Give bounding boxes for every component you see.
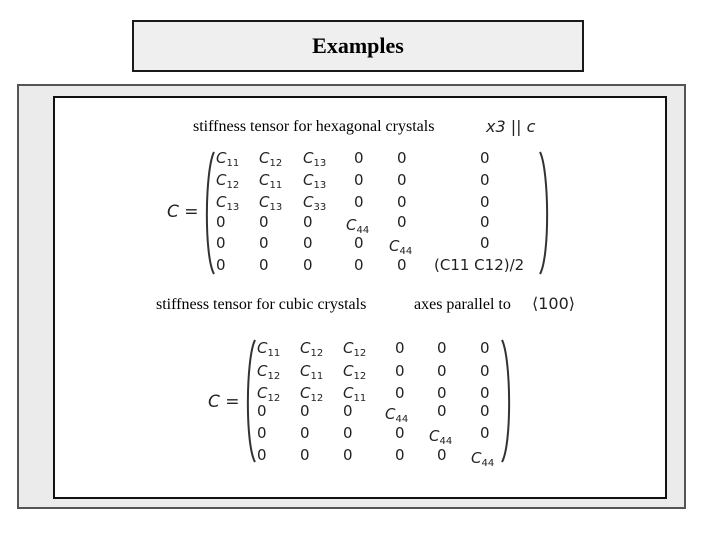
- cubic-cell-r4c2: 0: [300, 402, 310, 420]
- cubic-cell-r4c4: $C_{44}$: [385, 405, 409, 425]
- cubic-cell-r3c4: 0: [395, 384, 405, 402]
- hexagonal-right-paren: [538, 150, 552, 276]
- cubic-cell-r6c6: $C_{44}$: [471, 449, 495, 469]
- cubic-cell-r6c1: 0: [257, 446, 267, 464]
- cubic-cell-r3c6: 0: [480, 384, 490, 402]
- hexagonal-cell-r5c3: 0: [303, 234, 313, 252]
- cubic-cell-r5c3: 0: [343, 424, 353, 442]
- hexagonal-caption: stiffness tensor for hexagonal crystals: [193, 118, 435, 135]
- hexagonal-cell-r4c1: 0: [216, 213, 226, 231]
- cubic-cell-r6c4: 0: [395, 446, 405, 464]
- hexagonal-matrix-lhs: C =: [167, 202, 199, 222]
- hexagonal-cell-r3c6: 0: [480, 193, 490, 211]
- cubic-axes-direction: ⟨100⟩: [532, 294, 576, 313]
- hexagonal-cell-r1c6: 0: [480, 149, 490, 167]
- cubic-cell-r2c3: $C_{12}$: [343, 362, 367, 382]
- hexagonal-cell-r6c3: 0: [303, 256, 313, 274]
- cubic-cell-r4c6: 0: [480, 402, 490, 420]
- cubic-cell-r2c6: 0: [480, 362, 490, 380]
- cubic-left-paren: [243, 338, 257, 464]
- hexagonal-cell-r3c5: 0: [397, 193, 407, 211]
- hexagonal-cell-r2c6: 0: [480, 171, 490, 189]
- cubic-cell-r5c2: 0: [300, 424, 310, 442]
- cubic-cell-r2c1: $C_{12}$: [257, 362, 281, 382]
- hexagonal-cell-r2c5: 0: [397, 171, 407, 189]
- hexagonal-cell-r5c2: 0: [259, 234, 269, 252]
- hexagonal-cell-r5c4: 0: [354, 234, 364, 252]
- cubic-cell-r2c4: 0: [395, 362, 405, 380]
- cubic-axes-caption: axes parallel to: [414, 296, 511, 313]
- cubic-right-paren: [500, 338, 514, 464]
- hexagonal-cell-r4c6: 0: [480, 213, 490, 231]
- cubic-cell-r1c5: 0: [437, 339, 447, 357]
- hexagonal-cell-r6c5: 0: [397, 256, 407, 274]
- cubic-cell-r5c5: $C_{44}$: [429, 427, 453, 447]
- hexagonal-axis-note: x3 || c: [486, 117, 536, 136]
- cubic-cell-r5c4: 0: [395, 424, 405, 442]
- hexagonal-cell-r5c5: $C_{44}$: [389, 237, 413, 257]
- hexagonal-cell-r6c1: 0: [216, 256, 226, 274]
- cubic-cell-r3c1: $C_{12}$: [257, 384, 281, 404]
- hexagonal-cell-r4c3: 0: [303, 213, 313, 231]
- hexagonal-cell-r6c6: (C11 C12)/2: [434, 256, 525, 274]
- hexagonal-cell-r1c5: 0: [397, 149, 407, 167]
- hexagonal-cell-r4c4: $C_{44}$: [346, 216, 370, 236]
- cubic-cell-r4c1: 0: [257, 402, 267, 420]
- hexagonal-cell-r6c4: 0: [354, 256, 364, 274]
- slide-title: Examples: [132, 20, 584, 72]
- cubic-cell-r1c3: $C_{12}$: [343, 339, 367, 359]
- cubic-caption: stiffness tensor for cubic crystals: [156, 296, 367, 313]
- hexagonal-cell-r1c3: $C_{13}$: [303, 149, 327, 169]
- hexagonal-cell-r1c4: 0: [354, 149, 364, 167]
- hexagonal-cell-r5c6: 0: [480, 234, 490, 252]
- cubic-cell-r3c3: $C_{11}$: [343, 384, 367, 404]
- hexagonal-cell-r4c5: 0: [397, 213, 407, 231]
- cubic-cell-r6c2: 0: [300, 446, 310, 464]
- hexagonal-cell-r1c2: $C_{12}$: [259, 149, 283, 169]
- hexagonal-cell-r3c1: $C_{13}$: [216, 193, 240, 213]
- cubic-cell-r3c2: $C_{12}$: [300, 384, 324, 404]
- hexagonal-cell-r3c4: 0: [354, 193, 364, 211]
- cubic-cell-r1c6: 0: [480, 339, 490, 357]
- cubic-cell-r6c5: 0: [437, 446, 447, 464]
- cubic-cell-r1c4: 0: [395, 339, 405, 357]
- cubic-cell-r4c3: 0: [343, 402, 353, 420]
- cubic-cell-r6c3: 0: [343, 446, 353, 464]
- hexagonal-cell-r2c3: $C_{13}$: [303, 171, 327, 191]
- hexagonal-left-paren: [202, 150, 216, 276]
- hexagonal-cell-r2c2: $C_{11}$: [259, 171, 283, 191]
- cubic-cell-r4c5: 0: [437, 402, 447, 420]
- hexagonal-cell-r5c1: 0: [216, 234, 226, 252]
- cubic-cell-r2c2: $C_{11}$: [300, 362, 324, 382]
- cubic-cell-r1c2: $C_{12}$: [300, 339, 324, 359]
- cubic-cell-r5c1: 0: [257, 424, 267, 442]
- hexagonal-cell-r6c2: 0: [259, 256, 269, 274]
- hexagonal-cell-r2c1: $C_{12}$: [216, 171, 240, 191]
- cubic-cell-r3c5: 0: [437, 384, 447, 402]
- hexagonal-cell-r4c2: 0: [259, 213, 269, 231]
- hexagonal-cell-r3c3: $C_{33}$: [303, 193, 327, 213]
- cubic-matrix-lhs: C =: [208, 392, 240, 412]
- hexagonal-cell-r1c1: $C_{11}$: [216, 149, 240, 169]
- cubic-cell-r1c1: $C_{11}$: [257, 339, 281, 359]
- hexagonal-cell-r3c2: $C_{13}$: [259, 193, 283, 213]
- hexagonal-cell-r2c4: 0: [354, 171, 364, 189]
- cubic-cell-r5c6: 0: [480, 424, 490, 442]
- cubic-cell-r2c5: 0: [437, 362, 447, 380]
